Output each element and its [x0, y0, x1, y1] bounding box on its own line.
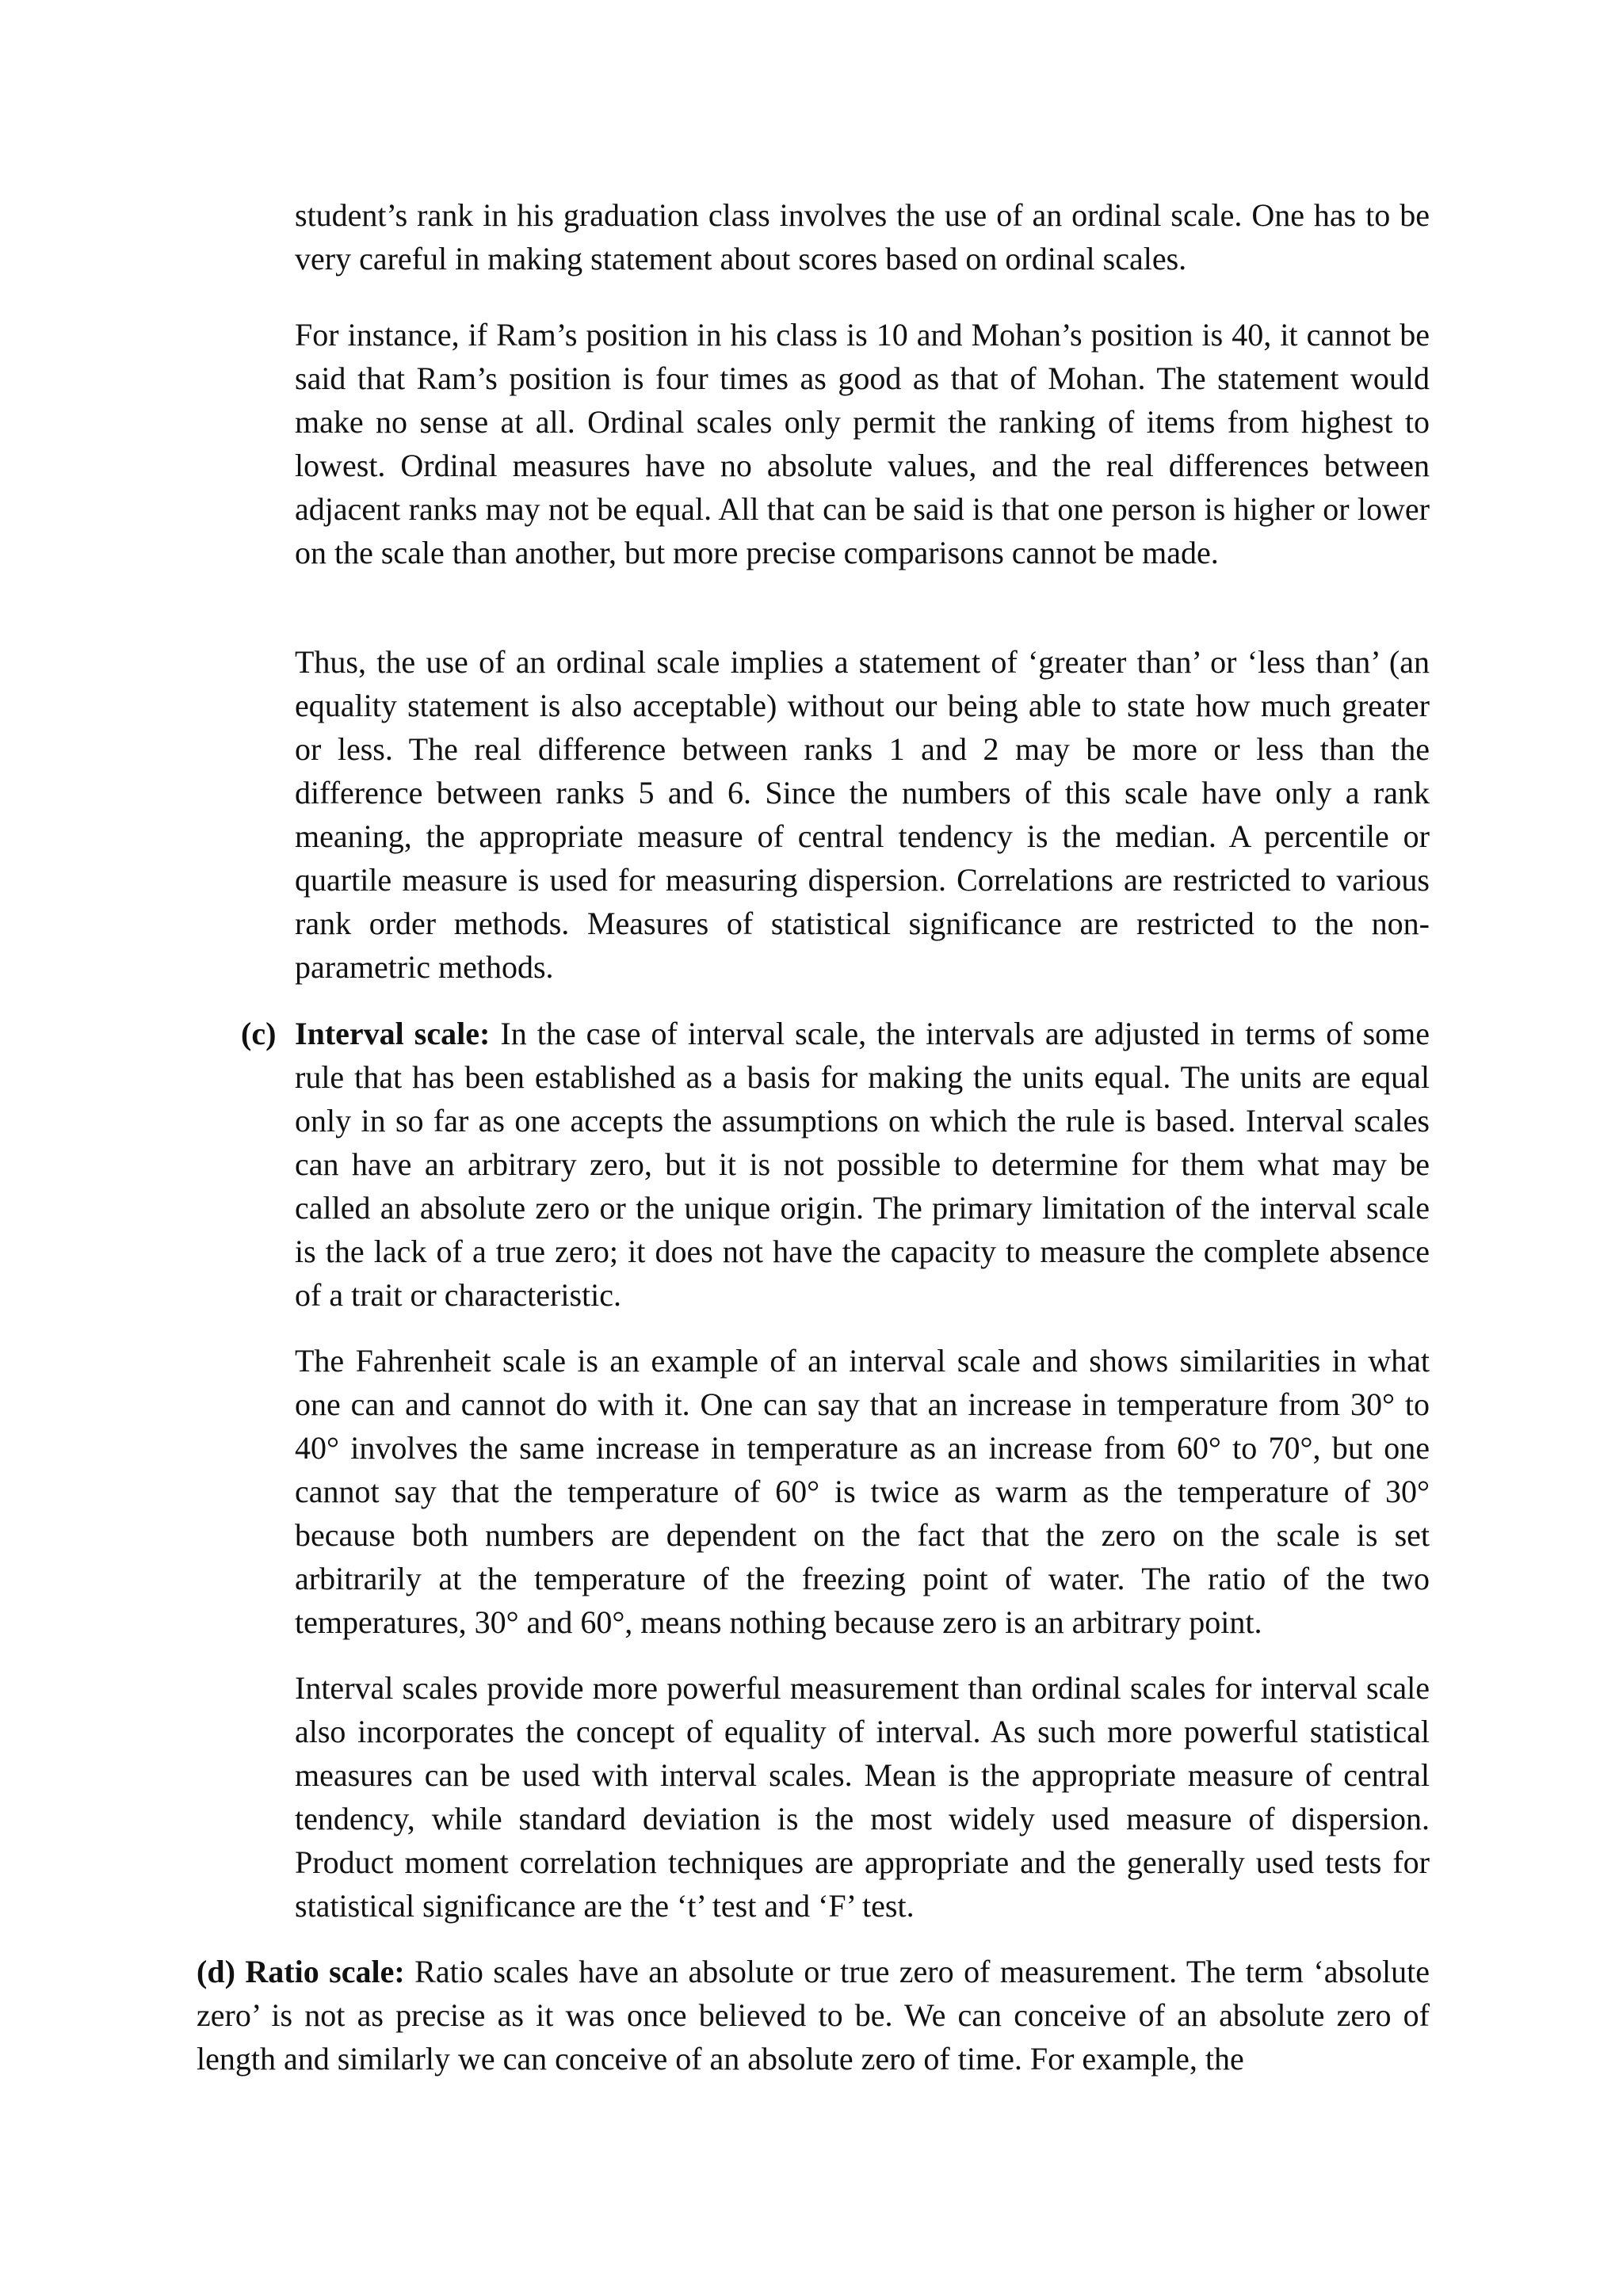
term-ratio-scale: Ratio scale: [245, 1954, 405, 1989]
paragraph-ordinal-rank-intro: student’s rank in his graduation class involves the use of an ordinal scale. One has to be very careful in making statement about scores based on ordinal scales. [295, 197, 1430, 277]
ratio-scale-definition: Ratio scales have an absolute or true zero of measurement. The term ‘absolute zero’ is not as precise as it was once believed to be. We can conceive of an absolute zero of length and similarly we can conceive of an absolute zero of time. For example, the [197, 1954, 1430, 2077]
term-interval-scale: Interval scale: [295, 1016, 491, 1051]
paragraph-interval-statistics: Interval scales provide more powerful measurement than ordinal scales for interval scale also incorporates the concept of equality of interval. As such more powerful statistical measures can be used with interval scales. Mean is the appropriate measure of central tendency, while standard deviation is the most widely used measure of dispersion. Product moment correlation techniques are appropriate and the generally used tests for statistical significance are the ‘t’ test and ‘F’ test. [295, 1670, 1430, 1924]
list-marker-d: (d) [197, 1954, 235, 1989]
paragraph-ordinal-example: For instance, if Ram’s position in his class is 10 and Mohan’s position is 40, it cannot be said that Ram’s position is four times as good as that of Mohan. The statement would make no sense at all. Ordinal scales only permit the ranking of items from highest to lowest. Ordinal measures have no absolute values, and the real differences between adjacent ranks may not be equal. All that can be said is that one person is higher or lower on the scale than another, but more precise comparisons cannot be made. [295, 317, 1430, 570]
paragraph-ordinal-implications: Thus, the use of an ordinal scale implies a statement of ‘greater than’ or ‘less than’ (an equality statement is also acceptable) without our being able to state how much greater or less. The real difference between ranks 1 and 2 may be more or less than the difference between ranks 5 and 6. Since the numbers of this scale have only a rank meaning, the appropriate measure of central tendency is the median. A percentile or quartile measure is used for measuring dispersion. Correlations are restricted to various rank order methods. Measures of statistical significance are restricted to the non-parametric methods. [295, 644, 1430, 985]
paragraph-ratio-scale [197, 1950, 1430, 2081]
paragraph-interval-scale [295, 1012, 1430, 1317]
interval-scale-definition: In the case of interval scale, the intervals are adjusted in terms of some rule that has been established as a basis for making the units equal. The units are equal only in so far as one accepts the assumptions on which the rule is based. Interval scales can have an arbitrary zero, but it is not possible to determine for them what may be called an absolute zero or the unique origin. The primary limitation of the interval scale is the lack of a true zero; it does not have the capacity to measure the complete absence of a trait or characteristic. [295, 1016, 1430, 1313]
paragraph-fahrenheit-example: The Fahrenheit scale is an example of an interval scale and shows similarities in what one can and cannot do with it. One can say that an increase in temperature from 30° to 40° involves the same increase in temperature as an increase from 60° to 70°, but one cannot say that the temperature of 60° is twice as warm as the temperature of 30° because both numbers are dependent on the fact that the zero on the scale is set arbitrarily at the temperature of the freezing point of water. The ratio of the two temperatures, 30° and 60°, means nothing because zero is an arbitrary point. [295, 1343, 1430, 1640]
list-marker-c: (c) [241, 1016, 277, 1051]
